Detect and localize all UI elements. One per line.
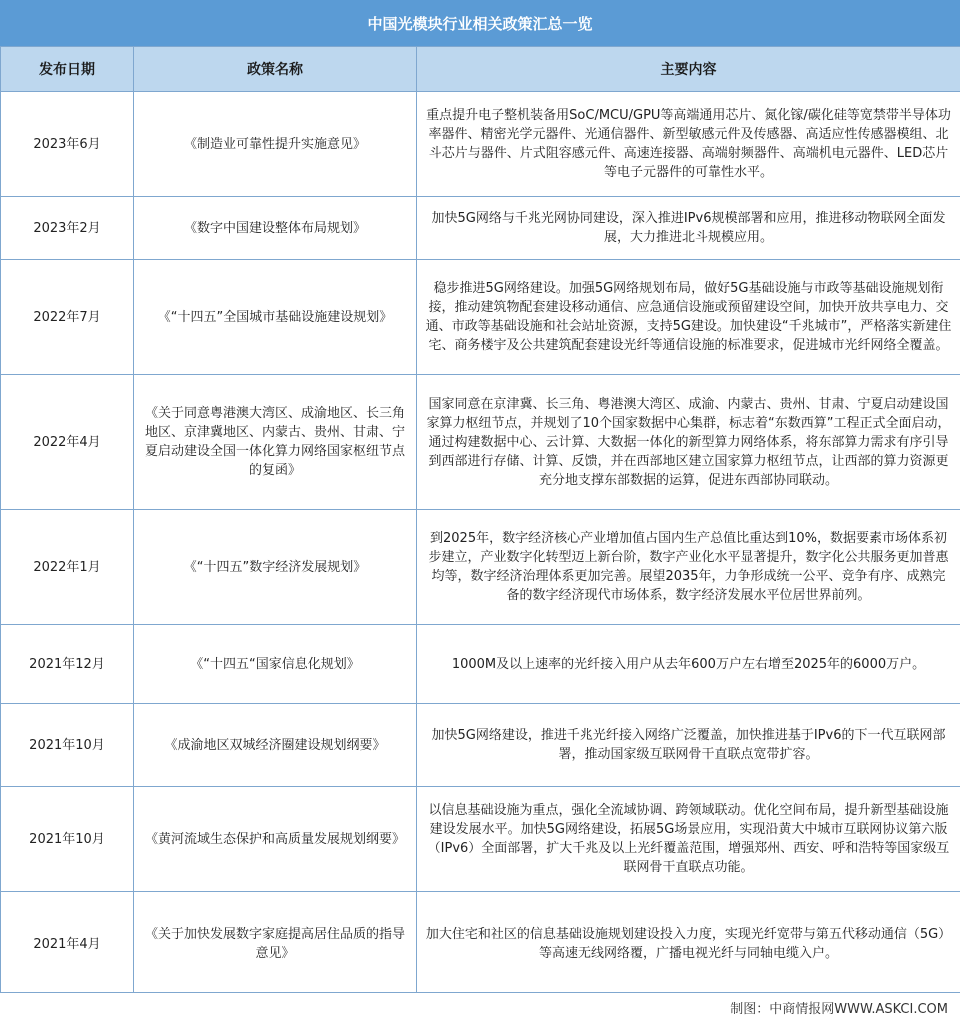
- row-content: 重点提升电子整机装备用SoC/MCU/GPU等高端通用芯片、氮化镓/碳化硅等宽禁带半导体功率器件、精密光学元器件、光通信器件、新型敏感元件及传感器、高适应性传感器模组、北斗芯片与器件、片式阻容感元件、高速连接器、高端射频器件、高端机电元器件、LED芯片等电子元器件的可靠性水平。: [417, 92, 960, 197]
- row-date: 2023年6月: [1, 92, 134, 197]
- footer-credit: [0, 992, 960, 1022]
- table-row: [1, 92, 960, 197]
- row-content: 国家同意在京津冀、长三角、粤港澳大湾区、成渝、内蒙古、贵州、甘肃、宁夏启动建设国家算力枢纽节点，并规划了10个国家数据中心集群，标志着“东数西算”工程正式全面启动，通过构建数据中心、云计算、大数据一体化的新型算力网络体系，将东部算力需求有序引导到西部进行存储、计算、反馈，并在西部地区建立国家算力枢纽节点，让西部的算力资源更充分地支撑东部数据的运算，促进东西部协同联动。: [417, 375, 960, 510]
- row-date: 2021年10月: [1, 704, 134, 787]
- page-title: 中国光模块行业相关政策汇总一览: [0, 0, 960, 46]
- row-date: 2022年7月: [1, 260, 134, 375]
- row-policy-name: 《“十四五“国家信息化规划》: [134, 625, 417, 704]
- table-header-row: [1, 47, 960, 92]
- header-content: 主要内容: [417, 47, 960, 92]
- table-row: [1, 375, 960, 510]
- row-content: 到2025年，数字经济核心产业增加值占国内生产总值比重达到10%，数据要素市场体系初步建立，产业数字化转型迈上新台阶，数字产业化水平显著提升，数字化公共服务更加普惠均等，数字经济治理体系更加完善。展望2035年，力争形成统一公平、竞争有序、成熟完备的数字经济现代市场体系，数字经济发展水平位居世界前列。: [417, 510, 960, 625]
- table-row: [1, 197, 960, 260]
- row-date: 2022年4月: [1, 375, 134, 510]
- row-date: 2021年4月: [1, 892, 134, 997]
- table-row: [1, 704, 960, 787]
- row-date: 2021年10月: [1, 787, 134, 892]
- row-content: 加大住宅和社区的信息基础设施规划建设投入力度，实现光纤宽带与第五代移动通信（5G）等高速无线网络覆，广播电视光纤与同轴电缆入户。: [417, 892, 960, 997]
- footer-text: 制图：中商情报网WWW.ASKCI.COM: [730, 1002, 948, 1017]
- row-policy-name: 《关于加快发展数字家庭提高居住品质的指导意见》: [134, 892, 417, 997]
- row-policy-name: 《黄河流域生态保护和高质量发展规划纲要》: [134, 787, 417, 892]
- row-date: 2023年2月: [1, 197, 134, 260]
- row-policy-name: 《数字中国建设整体布局规划》: [134, 197, 417, 260]
- row-content: 以信息基础设施为重点，强化全流域协调、跨领域联动。优化空间布局，提升新型基础设施建设发展水平。加快5G网络建设，拓展5G场景应用，实现沿黄大中城市互联网协议第六版（IPv6）全面部署，扩大千兆及以上光纤覆盖范围，增强郑州、西安、呼和浩特等国家级互联网骨干直联点功能。: [417, 787, 960, 892]
- row-content: 稳步推进5G网络建设。加强5G网络规划布局，做好5G基础设施与市政等基础设施规划衔接，推动建筑物配套建设移动通信、应急通信设施或预留建设空间，加快开放共享电力、交通、市政等基础设施和社会站址资源，支持5G建设。加快建设“千兆城市”，严格落实新建住宅、商务楼宇及公共建筑配套建设光纤等通信设施的标准要求，促进城市光纤网络全覆盖。: [417, 260, 960, 375]
- row-policy-name: 《“十四五”全国城市基础设施建设规划》: [134, 260, 417, 375]
- table-row: [1, 260, 960, 375]
- header-name: 政策名称: [134, 47, 417, 92]
- header-date: 发布日期: [1, 47, 134, 92]
- row-content: 1000M及以上速率的光纤接入用户从去年600万户左右增至2025年的6000万户。: [417, 625, 960, 704]
- row-policy-name: 《成渝地区双城经济圈建设规划纲要》: [134, 704, 417, 787]
- table-row: [1, 625, 960, 704]
- row-policy-name: 《制造业可靠性提升实施意见》: [134, 92, 417, 197]
- table-row: [1, 892, 960, 997]
- row-content: 加快5G网络建设，推进千兆光纤接入网络广泛覆盖，加快推进基于IPv6的下一代互联网部署，推动国家级互联网骨干直联点宽带扩容。: [417, 704, 960, 787]
- row-date: 2021年12月: [1, 625, 134, 704]
- row-content: 加快5G网络与千兆光网协同建设，深入推进IPv6规模部署和应用，推进移动物联网全面发展，大力推进北斗规模应用。: [417, 197, 960, 260]
- table-row: [1, 510, 960, 625]
- table-row: [1, 787, 960, 892]
- policy-table: [0, 46, 960, 997]
- row-policy-name: 《关于同意粤港澳大湾区、成渝地区、长三角地区、京津冀地区、内蒙古、贵州、甘肃、宁夏启动建设全国一体化算力网络国家枢纽节点的复函》: [134, 375, 417, 510]
- row-policy-name: 《“十四五”数字经济发展规划》: [134, 510, 417, 625]
- row-date: 2022年1月: [1, 510, 134, 625]
